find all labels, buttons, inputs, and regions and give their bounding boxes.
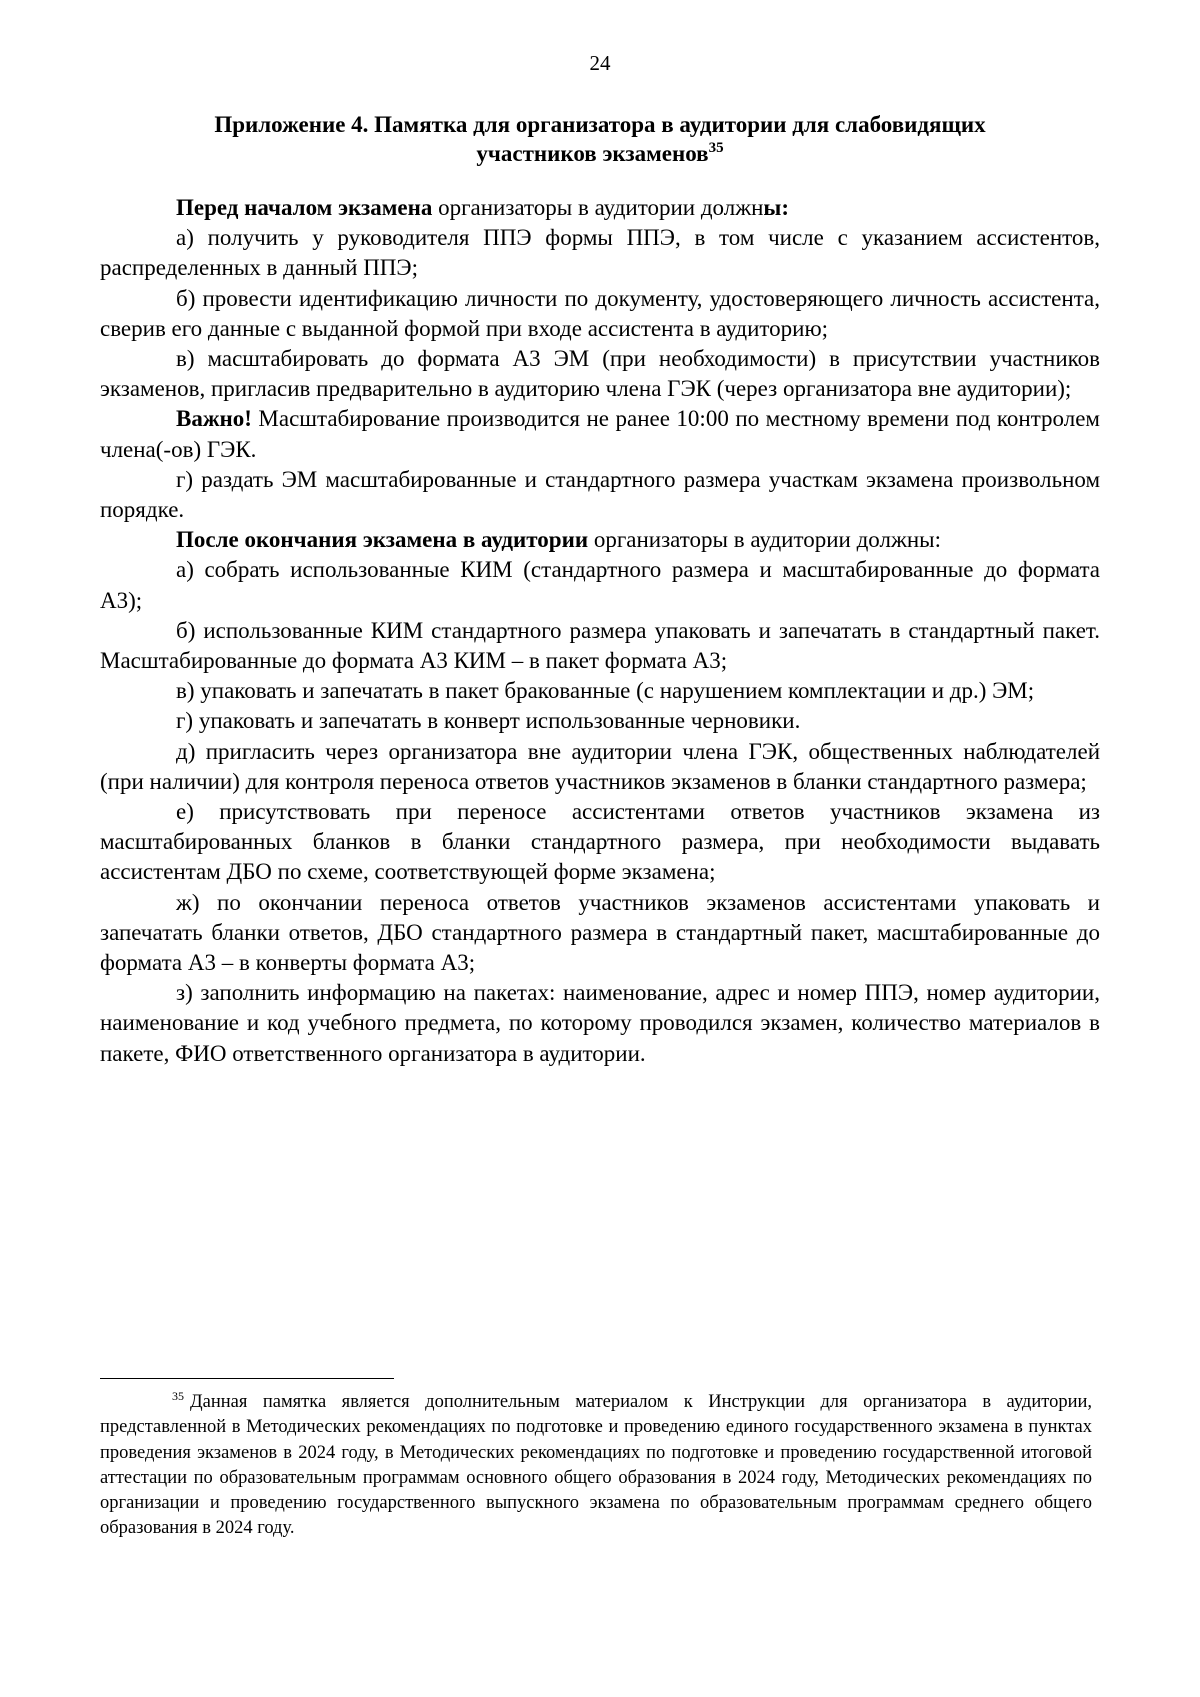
- title-footnote-ref[interactable]: 35: [708, 140, 724, 156]
- before-exam-lead-rest: организаторы в аудитории должн: [432, 195, 764, 220]
- after-exam-lead: После окончания экзамена в аудитории: [176, 527, 589, 553]
- after-item-a: а) собрать использованные КИМ (стандартного размера и масштабированные до формата А3);: [100, 557, 1100, 613]
- footnote-number: 35: [172, 1389, 184, 1403]
- after-item-z: з) заполнить информацию на пакетах: наименование, адрес и номер ППЭ, номер аудитории, наименование и код учебного предмета, по которому проводился экзамен, количество материалов в пакете, ФИО ответственного организатора в аудитории.: [100, 980, 1100, 1066]
- before-exam-lead-end: ы:: [763, 195, 790, 220]
- after-item-v: в) упаковать и запечатать в пакет бракованные (с нарушением комплектации и др.) ЭМ;: [176, 678, 1035, 704]
- after-item-g: г) упаковать и запечатать в конверт использованные черновики.: [176, 708, 801, 734]
- after-item-e: е) присутствовать при переносе ассистентами ответов участников экзамена из масштабированных бланков в бланки стандартного размера, при необходимости выдавать ассистентам ДБО по схеме, соответствующей форме экзамена;: [100, 799, 1100, 885]
- footnote-divider: [100, 1378, 394, 1379]
- footnote: [100, 1390, 1092, 1542]
- after-item-zh: ж) по окончании переноса ответов участников экзаменов ассистентами упаковать и запечатать бланки ответов, ДБО стандартного размера в стандартный пакет, масштабированные до формата А3 – в конверты формата А3;: [100, 889, 1100, 976]
- after-item-d: д) пригласить через организатора вне аудитории члена ГЭК, общественных наблюдателей (при наличии) для контроля переноса ответов участников экзаменов в бланки стандартного размера;: [100, 738, 1100, 794]
- after-exam-lead-rest: организаторы в аудитории должны:: [588, 527, 941, 553]
- after-exam-heading: [100, 525, 1100, 555]
- before-item-a: а) получить у руководителя ППЭ формы ППЭ, в том числе с указанием ассистентов, распределенных в данный ППЭ;: [100, 225, 1100, 281]
- document-body: [100, 193, 1100, 1069]
- footnote-paragraph: [100, 1390, 1092, 1542]
- title-line-2-text: участников экзаменов: [476, 141, 709, 166]
- before-exam-lead: Перед началом экзамена: [176, 195, 433, 220]
- important-text: Масштабирование производится не ранее 10:00 по местному времени под контролем члена(-ов) ГЭК.: [100, 406, 1100, 462]
- footnote-text: Данная памятка является дополнительным материалом к Инструкции для организатора в аудитории, представленной в Методических рекомендациях по подготовке и проведению единого государственного экзамена в пунктах проведения экзаменов в 2024 году, в Методических рекомендациях по подготовке и проведению государственной итоговой аттестации по образовательным программам основного общего образования в 2024 году, Методических рекомендациях по организации и проведению государственного выпускного экзамена по образовательным программам среднего общего образования в 2024 году.: [100, 1392, 1092, 1539]
- before-exam-heading: [100, 193, 1100, 223]
- title-line-1: Приложение 4. Памятка для организатора в аудитории для слабовидящих: [214, 112, 986, 137]
- important-label: Важно!: [176, 406, 252, 432]
- after-item-b: б) использованные КИМ стандартного размера упаковать и запечатать в стандартный пакет. Масштабированные до формата А3 КИМ – в пакет формата А3;: [100, 617, 1100, 674]
- before-item-g: г) раздать ЭМ масштабированные и стандартного размера участкам экзамена произвольном порядке.: [100, 466, 1100, 523]
- important-note: [100, 404, 1100, 464]
- title-line-2: [100, 139, 1100, 168]
- before-item-b: б) провести идентификацию личности по документу, удостоверяющего личность ассистента, сверив его данные с выданной формой при входе ассистента в аудиторию;: [100, 285, 1100, 341]
- before-item-v: в) масштабировать до формата А3 ЭМ (при необходимости) в присутствии участников экзаменов, пригласив предварительно в аудиторию члена ГЭК (через организатора вне аудитории);: [100, 346, 1100, 402]
- page-number: 24: [589, 51, 611, 75]
- page-title: [100, 110, 1100, 168]
